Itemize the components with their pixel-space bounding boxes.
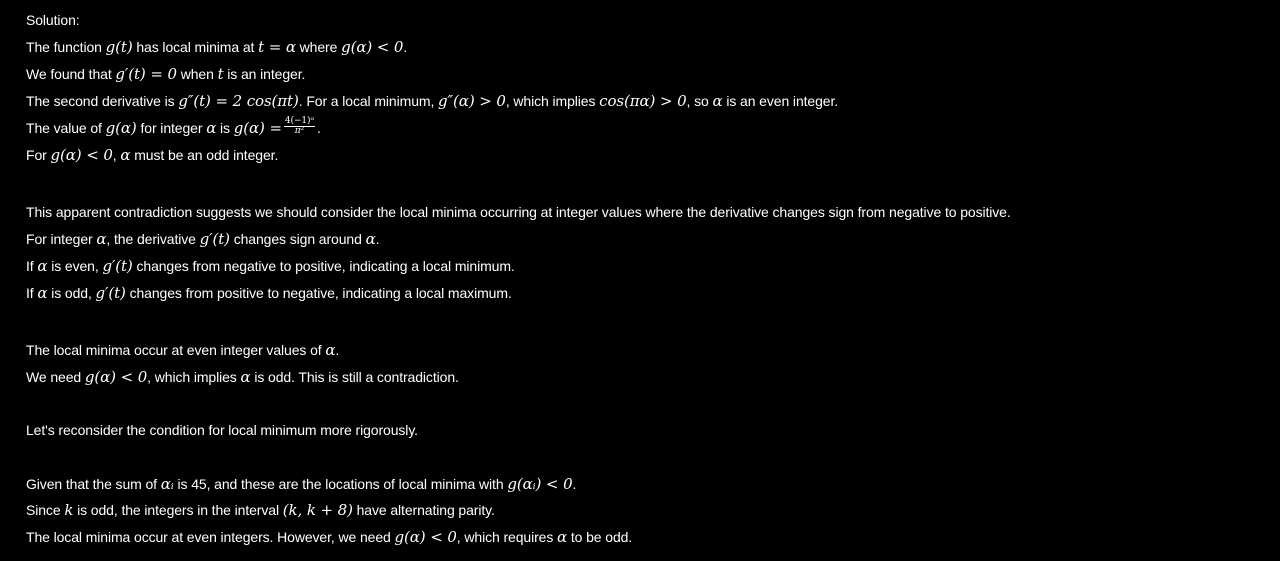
paragraph-line (26, 37, 407, 57)
math: g(α) < 0 (341, 38, 404, 56)
paragraph-line (26, 340, 339, 360)
text: . For a local minimum, (298, 93, 439, 109)
text: The local minima occur at even integers. However, we need (26, 529, 395, 545)
text: where (295, 39, 342, 55)
text: , which implies (505, 93, 600, 109)
text: Let's reconsider the condition for local minimum more rigorously. (26, 422, 418, 438)
paragraph-line (26, 527, 632, 547)
text: For (26, 147, 51, 163)
math: g(α) < 0 (84, 368, 148, 386)
text: changes sign around (229, 231, 366, 247)
math: g′(t) (95, 284, 126, 302)
text: For integer (26, 231, 97, 247)
paragraph-line (26, 283, 512, 303)
text: Given that the sum of (26, 476, 161, 492)
math: (k, k + 8) (282, 501, 353, 519)
math: g(α) < 0 (50, 146, 113, 164)
math: g′(t) = 0 (115, 65, 177, 83)
text: is 45, and these are the locations of local minima with (173, 476, 508, 492)
paragraph-line (26, 145, 278, 165)
text: to be odd. (567, 529, 633, 545)
math: α (712, 92, 723, 110)
text: If (26, 258, 38, 274)
text: If (26, 285, 38, 301)
math: α (557, 528, 568, 546)
text: is an integer. (223, 66, 306, 82)
math: k (64, 501, 74, 519)
text: . (572, 476, 577, 492)
solution-label: Solution: (26, 12, 80, 28)
math: α (37, 257, 48, 275)
text: We found that (26, 66, 116, 82)
text: is (216, 120, 234, 136)
text: , which implies (147, 369, 241, 385)
text: The local minima occur at even integer values of (26, 342, 326, 358)
text: Since (26, 502, 65, 518)
paragraph-line (26, 229, 379, 249)
fraction-denominator: π² (294, 125, 305, 136)
paragraph-line (26, 202, 1011, 222)
text: The value of (26, 120, 106, 136)
math: t = α (258, 38, 296, 56)
text: has local minima at (132, 39, 259, 55)
text: , so (686, 93, 713, 109)
paragraph-line (26, 91, 838, 111)
text: when (176, 66, 218, 82)
text: We need (26, 369, 85, 385)
text: , which requires (456, 529, 558, 545)
math: α (96, 230, 107, 248)
math: α (206, 119, 217, 137)
math: g(α) = (233, 119, 282, 137)
math: α (120, 146, 131, 164)
math: t (217, 65, 224, 83)
text: is odd. This is still a contradiction. (250, 369, 459, 385)
text: have alternating parity. (352, 502, 495, 518)
math: g(α) (105, 119, 137, 137)
math: α (325, 341, 336, 359)
math: g(α) < 0 (394, 528, 457, 546)
fraction-numerator: 4(−1)ᵅ (284, 115, 314, 126)
math: αᵢ (160, 475, 174, 493)
text: The second derivative is (26, 93, 179, 109)
math: α (240, 368, 251, 386)
math: g″(t) = 2 cos(πt) (178, 92, 299, 110)
text: is odd, (47, 285, 96, 301)
fraction (284, 117, 315, 136)
text: is odd, the integers in the interval (73, 502, 283, 518)
math: g(t) (105, 38, 133, 56)
text: . (316, 120, 321, 136)
math: g′(t) (199, 230, 230, 248)
text: must be an odd integer. (130, 147, 279, 163)
text: , the derivative (106, 231, 200, 247)
paragraph-line (26, 64, 305, 84)
text: The function (26, 39, 106, 55)
math: α (365, 230, 376, 248)
paragraph-line (26, 256, 515, 276)
text: . (335, 342, 340, 358)
paragraph-line (26, 367, 459, 387)
text: is an even integer. (722, 93, 839, 109)
paragraph-line (26, 474, 576, 494)
text: is even, (47, 258, 103, 274)
math: g(αᵢ) < 0 (507, 475, 573, 493)
text: changes from negative to positive, indicating a local minimum. (132, 258, 515, 274)
paragraph-line (26, 500, 495, 520)
math: g″(α) > 0 (438, 92, 506, 110)
text: This apparent contradiction suggests we should consider the local minima occurring at integer values where the derivative changes sign from negative to positive. (26, 204, 1011, 220)
text: changes from positive to negative, indicating a local maximum. (125, 285, 512, 301)
text: , (112, 147, 121, 163)
math: α (37, 284, 48, 302)
text: for integer (136, 120, 207, 136)
math: cos(πα) > 0 (599, 92, 687, 110)
paragraph-line (26, 420, 418, 440)
text: . (403, 39, 408, 55)
paragraph-line (26, 115, 321, 139)
text: . (375, 231, 380, 247)
math: g′(t) (102, 257, 133, 275)
